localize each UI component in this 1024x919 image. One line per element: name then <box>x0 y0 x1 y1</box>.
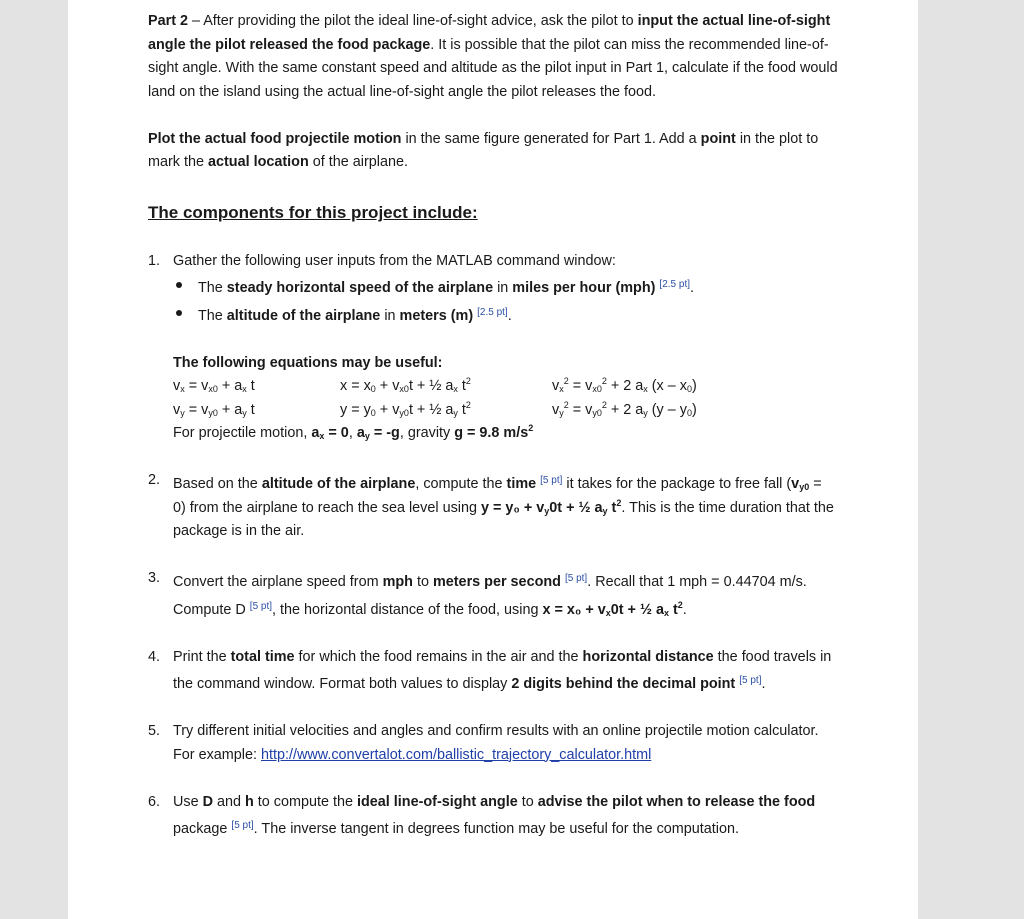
points-badge: [2.5 pt] <box>659 279 690 290</box>
points-badge: [5 pt] <box>540 475 563 486</box>
points-badge: [5 pt] <box>249 600 273 612</box>
projectile-motion-line: For projectile motion, $a_x = 0$, $a_y = -g$, gravity g = 9.8 $m/s^2$ <box>173 423 534 441</box>
list-item-6: 6. Use D and h to compute the ideal line-of-sight angle to advise the pilot when to release the food package [5 pt]. The inverse tangent in degrees function may be useful for the computation. <box>148 793 816 837</box>
equation: $x = x_0 + v_{x0}t$ + ½ $a_x$ $t^2$ <box>340 376 471 394</box>
equations-title: The following equations may be useful: <box>173 354 443 371</box>
document-page <box>68 0 918 919</box>
list-item-3: 3. Convert the airplane speed from mph to meters per second [5 pt]. Recall that 1 mph = 0.44704 m/s. Compute D [5 pt], the horizontal distance of the food, using $x = x_0 + v_x0t$ + ½ $a_x$ $t^2$. <box>148 570 807 618</box>
list-item-1: 1. Gather the following user inputs from the MATLAB command window: <box>148 252 616 269</box>
equations-block <box>148 352 838 446</box>
list-item-5: 5. Try different initial velocities and angles and confirm results with an online projectile motion calculator. For example: http://www.convertalot.com/ballistic_trajectory_calculator.html <box>148 723 819 763</box>
list-item-4: 4. Print the total time for which the food remains in the air and the horizontal distance the food travels in the command window. Format both values to display 2 digits behind the decimal point [5 pt]. <box>148 648 832 692</box>
calculator-link[interactable]: http://www.convertalot.com/ballistic_trajectory_calculator.html <box>260 746 652 763</box>
part2-paragraph: Part 2 – After providing the pilot the ideal line-of-sight advice, ask the pilot to input the actual line-of-sight angle the pilot released the food package. It is possible that the pilot can miss the recommended line-of-sight angle. With the same constant speed and altitude as the pilot input in Part 1, calculate if the food would land on the island using the actual line-of-sight angle the pilot releases the food. <box>148 13 838 100</box>
equation: $v_y^2 = v_{y0}^2 + 2$ $a_y$ $(y - y_0)$ <box>552 399 697 418</box>
bullet-icon <box>176 282 182 288</box>
bullet-icon <box>176 310 182 316</box>
document-content <box>148 10 838 842</box>
bullet-airplane-speed: The steady horizontal speed of the airplane in miles per hour (mph) [2.5 pt]. <box>148 273 838 301</box>
equation: $v_y = v_{y0} + a_y$ t <box>173 401 255 418</box>
points-badge: [2.5 pt] <box>477 306 508 318</box>
equation-row <box>173 375 838 399</box>
plot-paragraph: Plot the actual food projectile motion in the same figure generated for Part 1. Add a point in the plot to mark the actual location of the airplane. <box>148 130 819 170</box>
equation-row <box>173 399 838 423</box>
equation: $y = y_0 + v_{y0}t$ + ½ $a_y$ $t^2$ <box>340 399 471 418</box>
bullet-airplane-altitude: The altitude of the airplane in meters (m) [2.5 pt]. <box>148 301 838 329</box>
list-item-2: 2. Based on the altitude of the airplane, compute the time [5 pt] it takes for the package to free fall $(v_{y0} = 0)$ from the airplane to reach the sea level using $y = y_0 + v_y0t$ + ½ $a_y$ $t^2$. This is the time duration that the package is in the air. <box>148 472 834 539</box>
points-badge: [5 pt] <box>231 820 254 831</box>
points-badge: [5 pt] <box>739 675 762 686</box>
points-badge: [5 pt] <box>564 573 588 584</box>
components-heading: The components for this project include: <box>148 203 478 222</box>
equation: $v_x = v_{x0} + a_x$ t <box>173 378 255 394</box>
equation: $v_x^2 = v_{x0}^2 + 2$ $a_x$ $(x - x_0)$ <box>552 376 697 394</box>
